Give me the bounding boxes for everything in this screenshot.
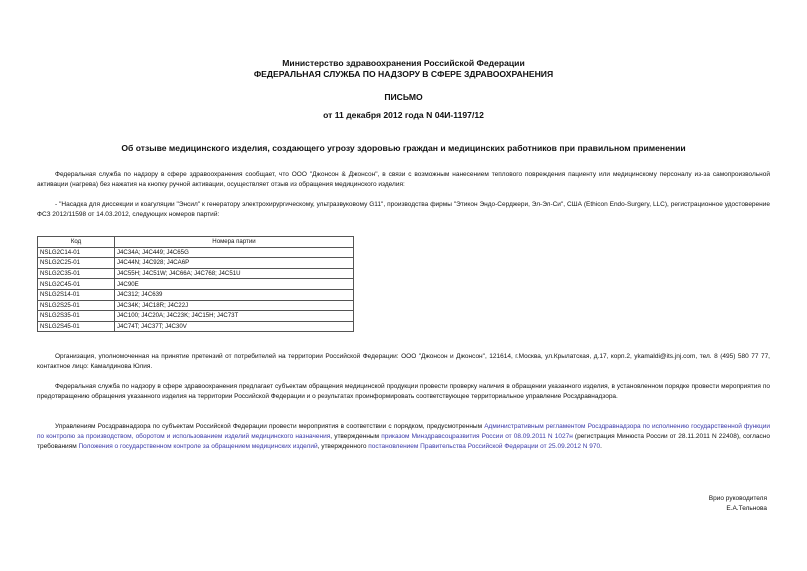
column-header-code: Код xyxy=(38,237,115,248)
cell-batches: J4C312; J4C639 xyxy=(115,289,354,300)
table-row xyxy=(38,247,354,258)
table-header-row xyxy=(38,237,354,248)
signature-position: Врио руководителя xyxy=(708,495,767,502)
table-row xyxy=(38,300,354,311)
paragraph-instructions xyxy=(37,422,770,452)
table-row xyxy=(38,258,354,269)
ministry-name: Министерство здравоохранения Российской Федерации xyxy=(282,58,525,68)
paragraph-intro: Федеральная служба по надзору в сфере здравоохранения сообщает, что ООО "Джонсон & Джонсон", в связи с возможным нанесением теплового повреждения пациенту или медицинскому персоналу из-за самопроизвольной активации (нагрева) без нажатия на кнопку ручной активации, осуществляет отзыв из обращения медицинского изделия: xyxy=(37,171,770,188)
cell-batches: J4C44N; J4C928; J4CA6P xyxy=(115,258,354,269)
signature-name: Е.А.Тельнова xyxy=(726,505,767,512)
paragraph-inspection: Федеральная служба по надзору в сфере здравоохранения предлагает субъектам обращения медицинской продукции провести проверку наличия в обращении указанного изделия, в установленном порядке провести мероприятия по предотвращению обращения указанного изделия на территории Российской Федерации и о результатах проинформировать соответствующее территориальное управление Росздравнадзора. xyxy=(37,383,770,400)
cell-code: NSLG2S25-01 xyxy=(38,300,115,311)
batch-table xyxy=(37,236,354,332)
table-row xyxy=(38,311,354,322)
cell-code: NSLG2C25-01 xyxy=(38,258,115,269)
cell-code: NSLG2C45-01 xyxy=(38,279,115,290)
cell-batches: J4C34K; J4C18R; J4C22J xyxy=(115,300,354,311)
para5-text-1: Управлениям Росздравнадзора по субъектам Российской Федерации провести мероприятия в соответствии с порядком, предусмотренным xyxy=(55,423,485,430)
table-row xyxy=(38,279,354,290)
para5-text-3: (регистрация Минюста России от 28.11.2011 N 22408), согласно требованиям xyxy=(37,433,770,450)
cell-batches: J4C100; J4C20A; J4C23K; J4C15H; J4C73T xyxy=(115,311,354,322)
cell-code: NSLG2S14-01 xyxy=(38,289,115,300)
link-order-1027n[interactable]: приказом Минздравсоцразвития России от 08.09.2011 N 1027н xyxy=(381,433,573,440)
cell-batches: J4C34A; J4C449; J4C65G xyxy=(115,247,354,258)
table-row xyxy=(38,321,354,332)
column-header-batches: Номера партии xyxy=(115,237,354,248)
cell-code: NSLG2S45-01 xyxy=(38,321,115,332)
cell-code: NSLG2S35-01 xyxy=(38,311,115,322)
document-title: Об отзыве медицинского изделия, создающего угрозу здоровью граждан и медицинских работников при правильном применении xyxy=(121,143,686,153)
para5-text-2: , утвержденным xyxy=(330,433,382,440)
cell-batches: J4C74T; J4C37T; J4C30V xyxy=(115,321,354,332)
paragraph-claims-contact: Организация, уполномоченная на принятие претензий от потребителей на территории Российской Федерации: ООО "Джонсон и Джонсон", 121614, г.Москва, ул.Крылатская, д.17, корп.2, ykamaldi@its.jnj.com, тел. 8 (495) 580 77 77, контактное лицо: Камалдинова Юлия. xyxy=(37,353,770,370)
table-row xyxy=(38,289,354,300)
para5-text-5: . xyxy=(600,443,602,450)
cell-code: NSLG2C35-01 xyxy=(38,268,115,279)
link-control-regulation[interactable]: Положения о государственном контроле за обращением медицинских изделий xyxy=(78,443,318,450)
document-type: ПИСЬМО xyxy=(384,92,423,102)
service-name: ФЕДЕРАЛЬНАЯ СЛУЖБА ПО НАДЗОРУ В СФЕРЕ ЗДРАВООХРАНЕНИЯ xyxy=(253,69,554,79)
cell-code: NSLG2C14-01 xyxy=(38,247,115,258)
document-date-number: от 11 декабря 2012 года N 04И-1197/12 xyxy=(323,110,484,120)
link-admin-regulation[interactable]: Административным регламентом Росздравнадзора по исполнению государственной функции по контролю за производством, оборотом и использованием изделий медицинского назначения xyxy=(37,423,771,440)
cell-batches: J4C55H; J4C51W; J4C66A; J4C768; J4C51U xyxy=(115,268,354,279)
paragraph-device: - "Насадка для диссекции и коагуляции "Энсил" к генератору электрохирургическому, ультразвуковому G11", производства фирмы "Этикон Эндо-Серджери, Эл-Эл-Си", США (Ethicon Endo-Surgery, LLC), регистрационное удостоверение ФСЗ 2012/11598 от 14.03.2012, следующих номеров партий: xyxy=(37,201,770,218)
link-government-decree-970[interactable]: постановлением Правительства Российской Федерации от 25.09.2012 N 970 xyxy=(368,443,601,450)
table-row xyxy=(38,268,354,279)
cell-batches: J4C90E xyxy=(115,279,354,290)
para5-text-4: , утвержденного xyxy=(317,443,369,450)
